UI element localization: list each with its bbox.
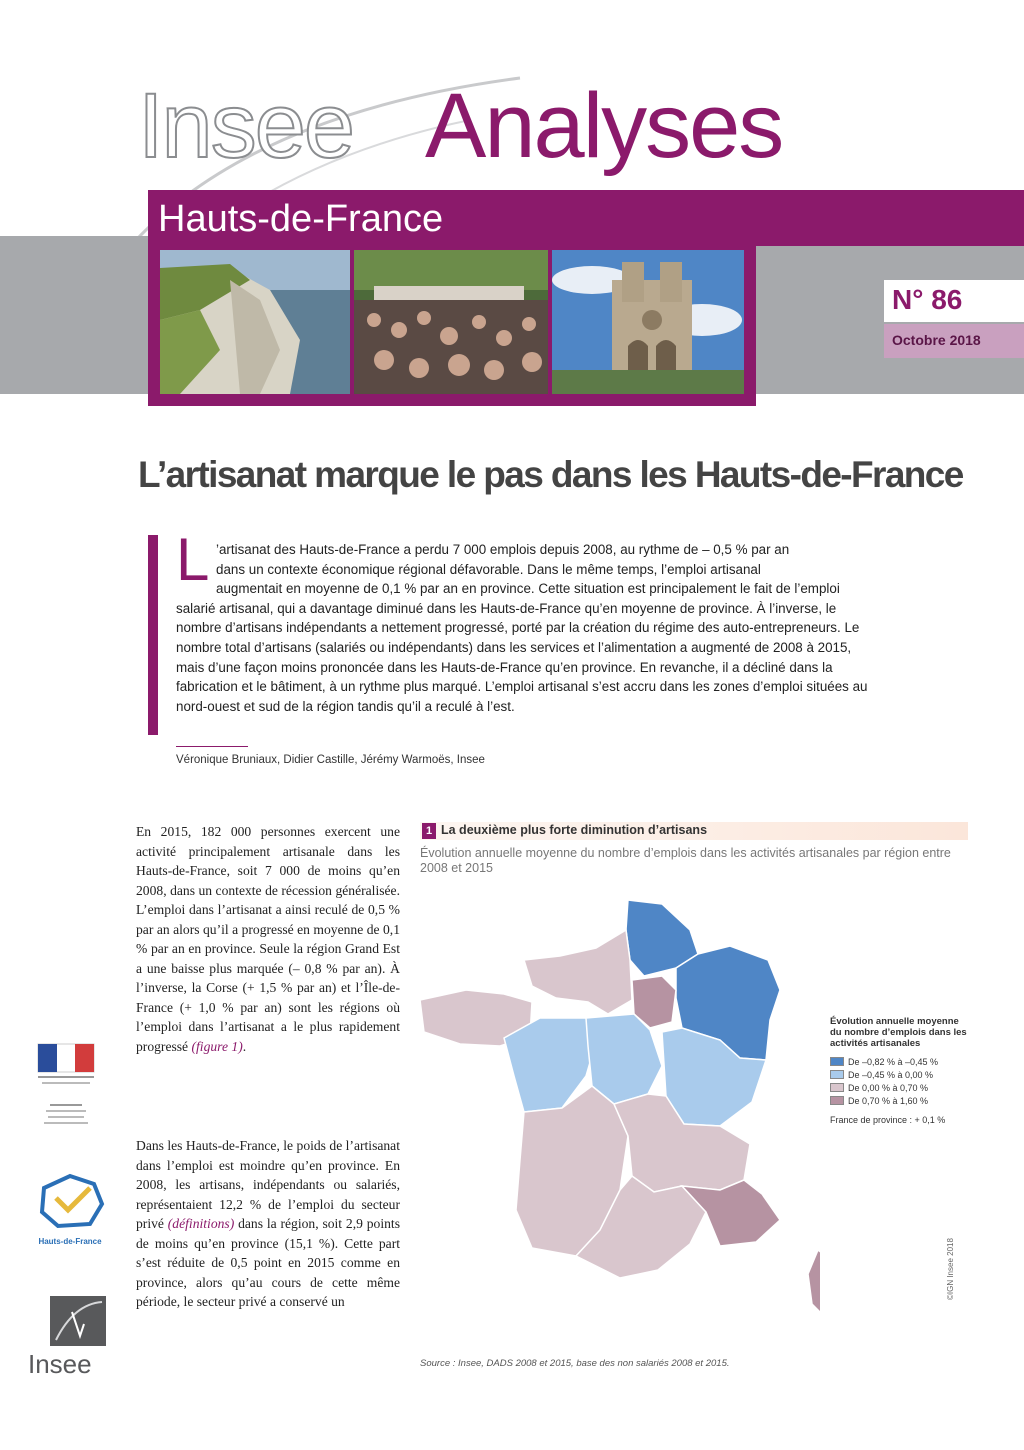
issue-date: Octobre 2018 xyxy=(892,332,981,348)
region-corse xyxy=(808,1250,820,1318)
body-p1-end: . xyxy=(242,1038,247,1054)
legend-swatch xyxy=(830,1083,844,1092)
photo-crowd xyxy=(354,250,548,394)
legend-item xyxy=(830,1081,970,1094)
abstract-bar xyxy=(148,535,158,735)
definitions-link[interactable]: (définitions) xyxy=(167,1216,235,1231)
photo-cliffs xyxy=(160,250,350,394)
map-legend xyxy=(830,1016,970,1125)
insee-logo-text: Insee xyxy=(28,1349,92,1379)
body-paragraph-1 xyxy=(136,822,400,1056)
photo-cathedral xyxy=(552,250,744,394)
figure-title: La deuxième plus forte diminution d’artisans xyxy=(441,823,708,837)
map-copyright: ©IGN Insee 2018 xyxy=(946,1238,955,1300)
legend-label: De –0,82 % à –0,45 % xyxy=(848,1056,939,1067)
legend-swatch xyxy=(830,1096,844,1105)
body-paragraph-2 xyxy=(136,1136,400,1312)
legend-note: France de province : + 0,1 % xyxy=(830,1115,946,1125)
republique-francaise-logo xyxy=(28,1040,104,1136)
legend-swatch xyxy=(830,1057,844,1066)
abstract-line2: dans un contexte économique régional défavorable. Dans le même temps, l’emploi artisanal xyxy=(216,561,761,577)
body-p2-text-a: Dans les Hauts-de-France, le poids de l’artisanat dans l’emploi est moindre qu’en province. En 2008, les artisans, indépendants ou salariés, représentaient 12,2 % de l’emploi du secteur privé xyxy=(136,1138,400,1231)
abstract-line1: ’artisanat des Hauts-de-France a perdu 7 000 emplois depuis 2008, au rythme de – 0,5 % par an xyxy=(216,542,790,557)
legend-title: Évolution annuelle moyenne du nombre d’emplois dans les activités artisanales xyxy=(830,1016,967,1049)
photo-strip xyxy=(148,246,756,406)
figure-header xyxy=(420,822,968,840)
region-title: Hauts-de-France xyxy=(158,198,444,240)
figure-number: 1 xyxy=(422,823,436,839)
legend-label: De 0,70 % à 1,60 % xyxy=(848,1095,929,1106)
issue-number: N° 86 xyxy=(892,284,963,315)
hexagon-icon xyxy=(28,1170,112,1230)
abstract-dropcap: L xyxy=(176,526,210,593)
abstract xyxy=(176,540,876,716)
insee-logo xyxy=(28,1296,112,1380)
body-p1-text: En 2015, 182 000 personnes exercent une activité principalement artisanale dans les Hauts-de-France, soit 7 000 de moins qu’en 2008, dans un contexte de récession généralisée. L’emploi dans l’artisanat a ainsi reculé de 0,5 % par an alors qu’il a progressé en moyenne de 0,1 % par an en province. Seule la région Grand Est a une baisse plus marquée (– 0,8 % par an). À l’inverse, la Corse (+ 1,5 % par an) et l’Île-de-France (+ 1,0 % par an) sont les régions où l’emploi dans l’artisanat a le plus rapidement progressé xyxy=(136,824,400,1054)
legend-item xyxy=(830,1055,970,1068)
legend-item xyxy=(830,1094,970,1107)
authors: Véronique Bruniaux, Didier Castille, Jérémy Warmoës, Insee xyxy=(176,754,485,766)
figure-source: Source : Insee, DADS 2008 et 2015, base des non salariés 2008 et 2015. xyxy=(420,1358,730,1369)
legend-swatch xyxy=(830,1070,844,1079)
author-rule xyxy=(176,746,248,747)
abstract-line3: augmentait en moyenne de 0,1 % par an en province. Cette situation est principalement le fait xyxy=(216,581,773,597)
legend-label: De 0,00 % à 0,70 % xyxy=(848,1082,929,1093)
issue-number-box xyxy=(884,280,1024,322)
article-title: L’artisanat marque le pas dans les Hauts-de-France xyxy=(138,454,963,495)
hauts-de-france-logo xyxy=(28,1170,112,1244)
brand-insee: Insee xyxy=(138,75,354,177)
legend-label: De –0,45 % à 0,00 % xyxy=(848,1069,934,1080)
insee-logo-icon xyxy=(50,1296,106,1346)
france-regions-map xyxy=(400,890,820,1340)
brand-analyses: Analyses xyxy=(425,75,783,177)
body-p2-text-b: dans la région, soit 2,9 points de moins qu’en province (15,1 %). Cette part s’est réduite de 0,5 point en 2015 comme en province, alors qu’au cours de cette même période, le secteur privé a conservé un xyxy=(136,1216,400,1309)
hauts-de-france-logo-text: Hauts-de-France xyxy=(38,1237,102,1246)
figure-1-link[interactable]: (figure 1) xyxy=(191,1038,243,1054)
legend-item xyxy=(830,1068,970,1081)
region-normandie xyxy=(524,930,632,1014)
figure-subtitle: Évolution annuelle moyenne du nombre d’emplois dans les activités artisanales par région entre 2008 et 2015 xyxy=(420,846,951,875)
abstract-rest: de l’emploi salarié artisanal, qui a davantage diminué dans les Hauts-de-France qu’en moyenne de province. À l’inverse, le nombre d’artisans indépendants a nettement progressé, porté par la création du régime des auto-entrepreneurs. Le nombre total d’artisans (salariés ou indépendants) dans les services et l’alimentation a augmenté de 2008 à 2015, mais d’une façon moins prononcée dans les Hauts-de-France qu’en province. En revanche, il a décliné dans la fabrication et le bâtiment, à un rythme plus marqué. L’emploi artisanal s’est accru dans les zones d’emploi situées au nord-ouest et sud de la région tandis qu’il a reculé à l’est. xyxy=(176,581,868,714)
region-band xyxy=(148,190,1024,246)
issue-date-box xyxy=(884,324,1024,358)
